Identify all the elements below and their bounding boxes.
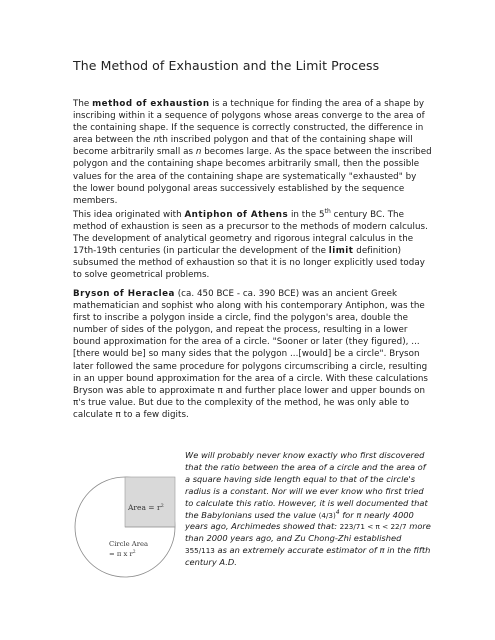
quote-text-b: for: [339, 509, 357, 520]
quote-math-zu: 355/113: [185, 546, 215, 556]
p3-text-a: (ca. 450 BCE - ca. 390 BCE) was an ancient Greek mathematician and sophist who along with his contemporary Antiphon, was the first to inscribe a polygon inside a circle, find the polygon's area, double the number of sides of the polygon, and repeat the process, resulting in a lower bound approximation for the area of a circle. "Sooner or later (they figured), ...[there would be] so many sides that the polygon ...[would] be a circle". Bryson later followed the same procedure for polygons circumscribing a circle, resulting in an upper bound approximation for the area of a circle. With these calculations Bryson was able to approximate: [73, 289, 428, 396]
p3-text-c: 's true value. But due to the complexity of the method, he was only able to calculate: [73, 397, 410, 420]
p2-text-e: definition) subsumed the method of exhaustion so that it is no longer explicitly used today to solve geometrical problems.: [73, 246, 425, 281]
p3-text-b: and further place lower and upper bounds on: [222, 385, 426, 396]
term-method-of-exhaustion: method of exhaustion: [92, 99, 210, 109]
quote-text-f: in the fifth century A.D.: [185, 545, 431, 568]
quote-pi-2: π: [375, 522, 380, 532]
circle-area-formula: = π x $r^2$: [109, 550, 136, 558]
p3-pi-2: π: [73, 397, 79, 408]
p1-var-n2: n: [195, 147, 202, 158]
p1-text-a: The: [73, 99, 93, 109]
p1-text-c: is a technique for finding the area of a shape by inscribing within it a sequence of polygons whose areas converge to the area of the containing shape. If the sequence is correctly constructed, the difference in area between the: [73, 99, 425, 146]
p3-pi-1: π: [217, 385, 223, 396]
quote-sup-4: 4: [335, 508, 340, 516]
quote-text-c: nearly 4000 years ago, Archimedes showed that:: [185, 509, 414, 532]
circle-square-figure: [73, 452, 178, 602]
quote-text-d: more than 2000 years ago, and Zu Chong-Zhi established: [185, 521, 431, 544]
square-area-label: Area = $r^2$: [128, 503, 164, 512]
p1-text-e: becomes large. As the space between the inscribed polygon and the containing shape becomes arbitrarily small, then the possible values for the area of the containing shape are systematically "exhausted" by the lower bound polygonal areas successively established by the sequence members.: [73, 147, 432, 206]
p3-pi-3: π: [115, 409, 121, 420]
p2-text-d: century BC. The method of exhaustion is seen as a precursor to the methods of modern calculus. The development of analytical geometry and rigorous integral calculus in the 17th-19th centuries (in particular the development of the: [73, 210, 428, 257]
p3-text-d: to a few digits.: [120, 409, 189, 420]
name-bryson: Bryson of Heraclea: [73, 289, 175, 299]
p2-text-c: in the 5: [288, 210, 325, 220]
quote-math-archimedes-upper: < 22/7: [379, 522, 407, 532]
quote-math-archimedes-lower: 223/71 <: [339, 522, 376, 532]
paragraph-method-of-exhaustion: [73, 98, 433, 207]
quote-math-babylon: (4/3): [318, 510, 336, 520]
circle-area-label: Circle Area: [109, 540, 149, 548]
term-limit: limit: [328, 246, 354, 257]
quote-pi-1: π: [356, 509, 362, 520]
quote-text-e: as an extremely accurate estimator of: [214, 545, 380, 556]
quote-pi-3: π: [379, 545, 385, 556]
quote-text-a: We will probably never know exactly who first discovered that the ratio between the area of a circle and the area of a square having side length equal to that of the circle's radius is a constant. Nor will we ever know who first tried to calculate this ratio. However, it is well documented that the Babylonians used the value: [185, 450, 428, 520]
name-antiphon: Antiphon of Athens: [184, 210, 289, 220]
p2-sup-th: th: [324, 208, 331, 215]
paragraph-antiphon: [73, 209, 433, 282]
p1-text-d: th inscribed polygon and that of the containing shape will become arbitrarily small as: [73, 135, 413, 158]
pi-history-quote: [185, 450, 433, 569]
page-title: The Method of Exhaustion and the Limit Process: [73, 58, 380, 73]
p1-var-n1: n: [153, 135, 159, 146]
figure-radius-square: [125, 477, 175, 527]
paragraph-bryson: [73, 288, 433, 421]
p2-text-a: This idea originated with: [73, 210, 185, 220]
